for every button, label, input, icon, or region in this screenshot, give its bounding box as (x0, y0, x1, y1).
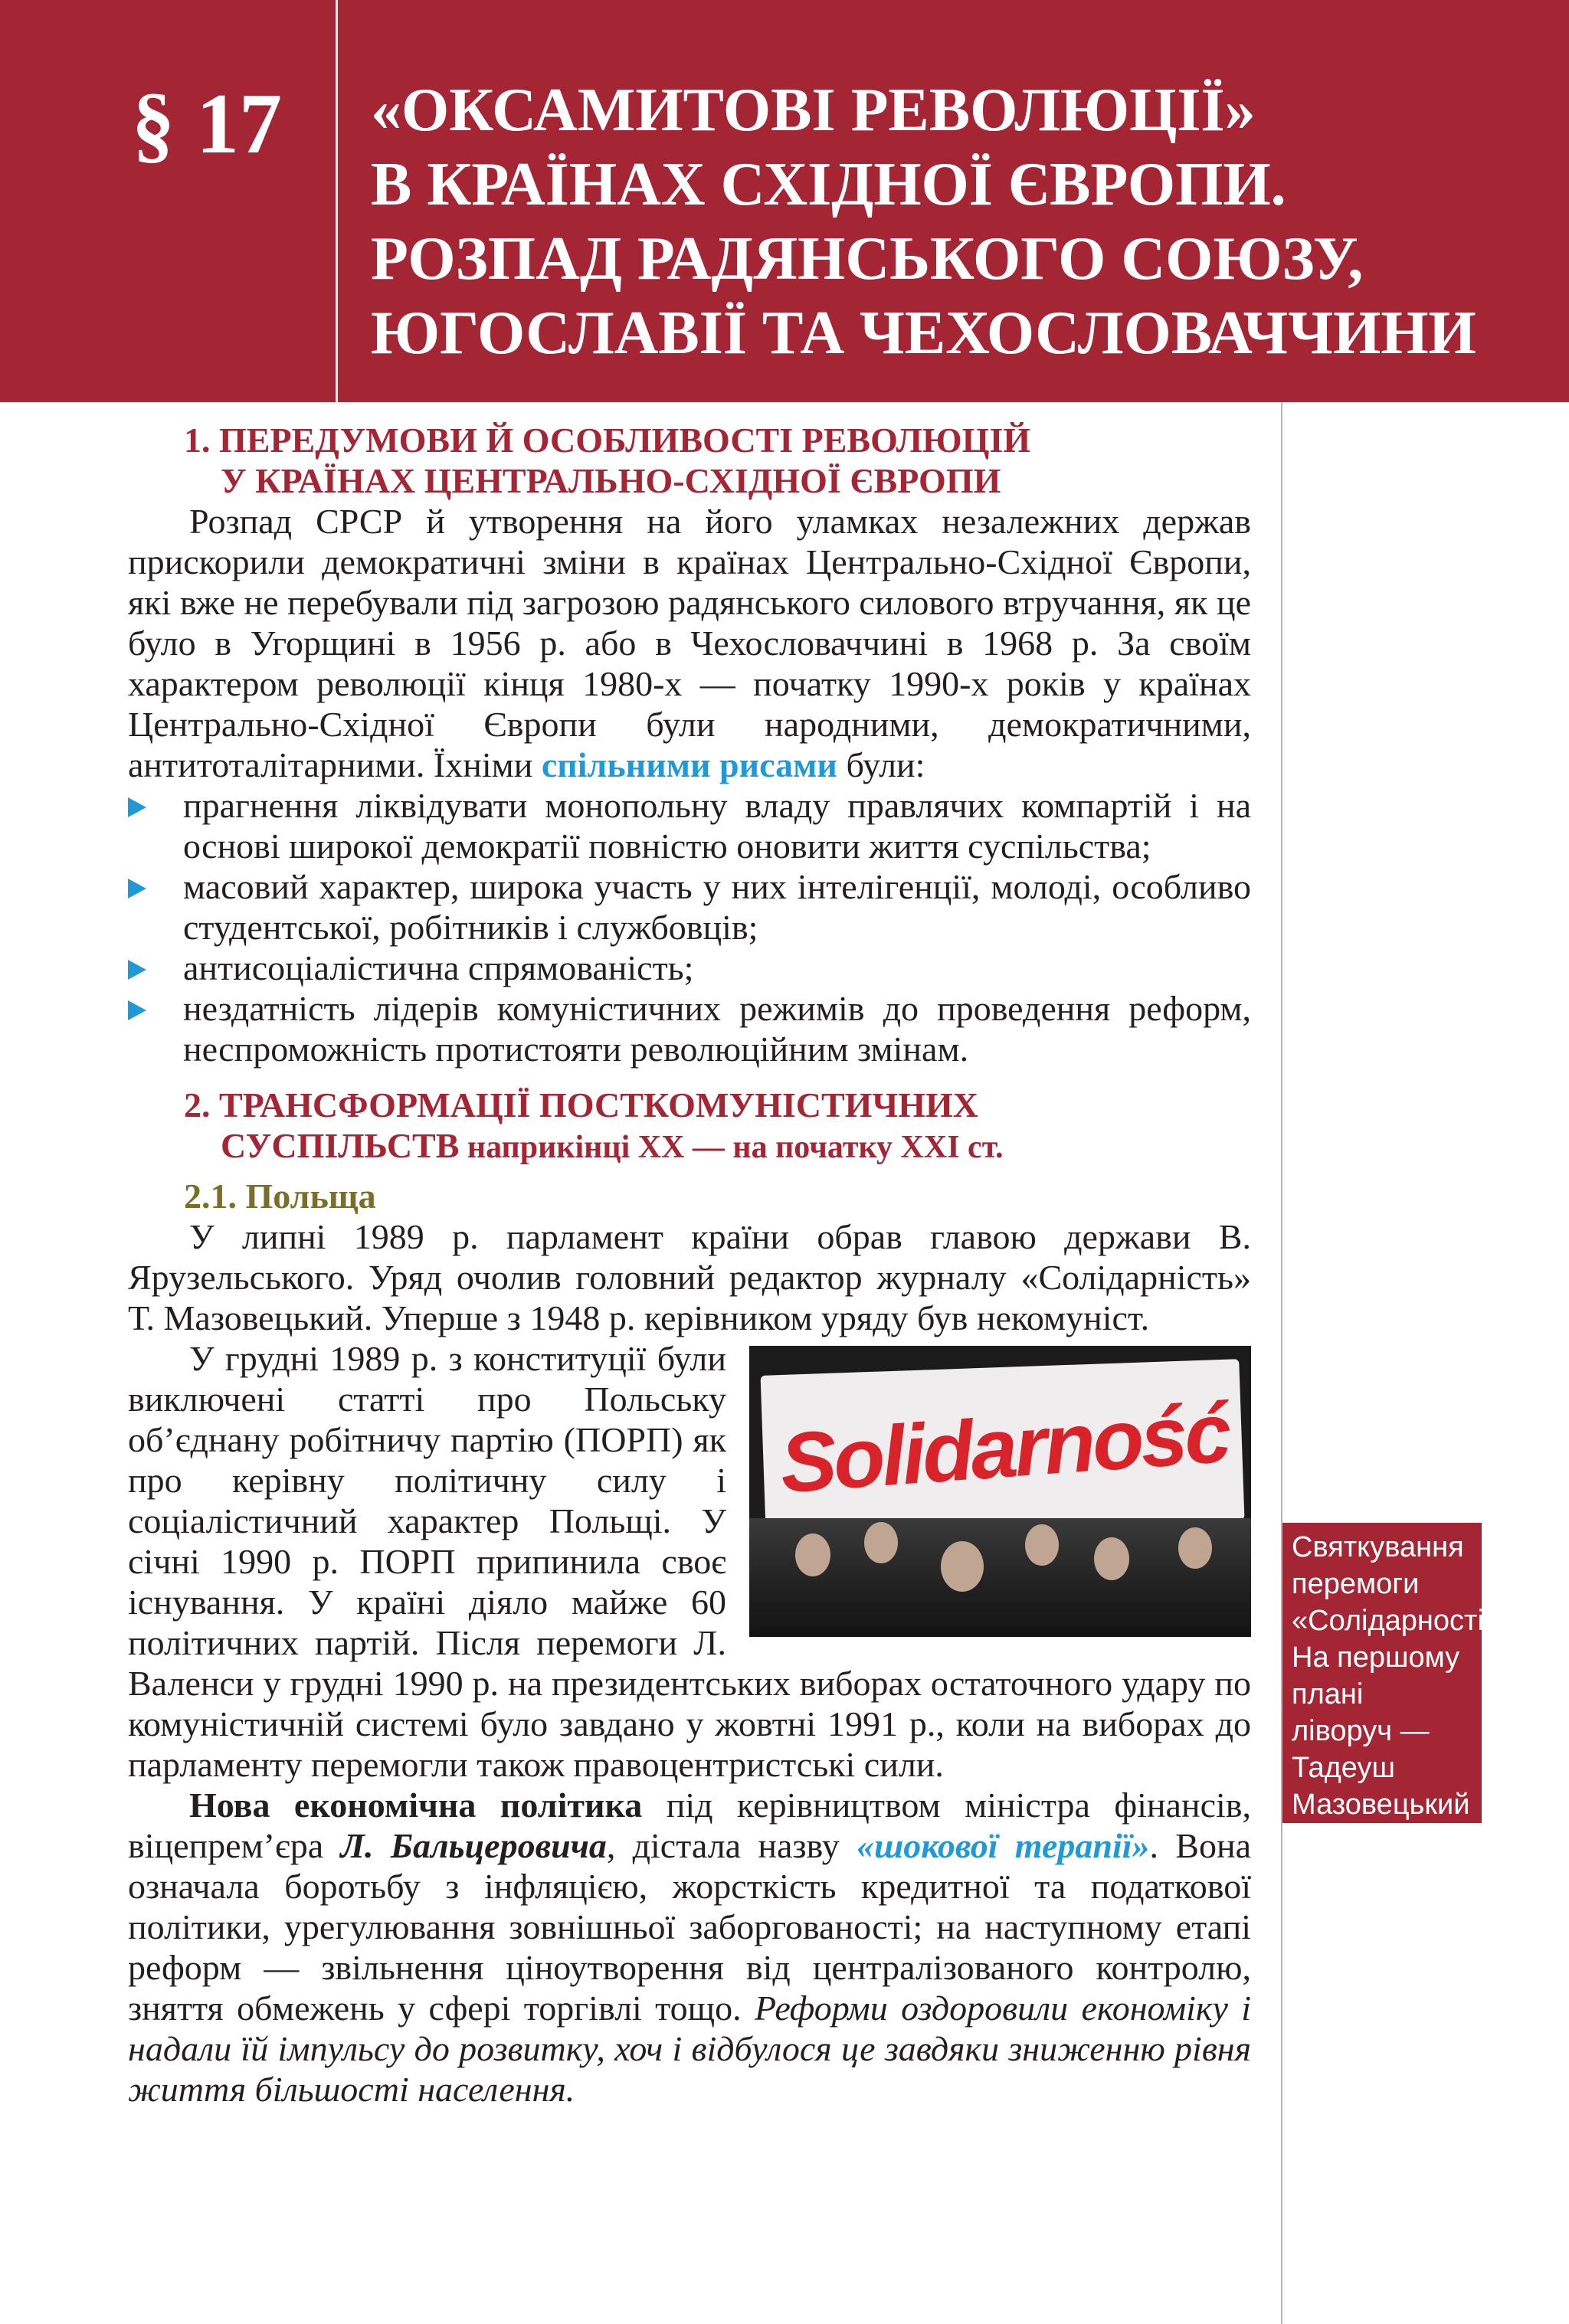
arrow-bullet-icon (128, 960, 146, 980)
list-item-text: нездатність лідерів комуністичних режимів до проведення реформ, неспроможність протистояти революційним змінам. (183, 989, 1251, 1069)
wrapped-text-block (128, 1338, 1251, 1785)
title-line: РОЗПАД РАДЯНСЬКОГО СОЮЗУ, (371, 225, 1364, 293)
chapter-header (0, 0, 1569, 402)
margin-divider (1281, 402, 1282, 2324)
caption-line: плані (1292, 1678, 1364, 1710)
list-item (128, 988, 1251, 1069)
list-item-text: масовий характер, широка участь у них інтелігенції, молоді, особливо студентської, робітників і службовців; (183, 867, 1251, 947)
highlight-term: спільними рисами (541, 745, 837, 784)
section2-paragraph (128, 1785, 1251, 2110)
caption-line: «Солідарності». (1292, 1605, 1508, 1637)
banner-text: Solidarność (777, 1385, 1232, 1511)
paragraph-text: під керівництвом міністра фінансів, віцепрем’єра (128, 1786, 1251, 1865)
arrow-bullet-icon (128, 797, 146, 817)
header-divider (336, 0, 338, 402)
title-line: «ОКСАМИТОВІ РЕВОЛЮЦІЇ» (371, 77, 1256, 144)
caption-line: На першому (1292, 1642, 1460, 1674)
caption-line: перемоги (1292, 1568, 1420, 1600)
section2-paragraph: У липні 1989 р. парламент країни обрав главою держави В. Ярузельського. Уряд очолив головний редактор журналу «Солідарність» Т. Мазовецький. Уперше з 1948 р. керівником уряду був некомуніст. (128, 1217, 1251, 1337)
list-item (128, 948, 1251, 988)
list-item-text: антисоціалістична спрямованість; (183, 948, 694, 987)
photo-figure (1025, 1524, 1059, 1566)
caption-line: Мазовецький (1292, 1789, 1470, 1821)
title-line: ЮГОСЛАВІЇ ТА ЧЕХОСЛОВАЧЧИНИ (371, 300, 1476, 367)
heading-line: 1. ПЕРЕДУМОВИ Й ОСОБЛИВОСТІ РЕВОЛЮЦІЙ (184, 421, 1031, 460)
arrow-bullet-icon (128, 1000, 146, 1020)
heading-line: У КРАЇНАХ ЦЕНТРАЛЬНО-СХІДНОЇ ЄВРОПИ (221, 461, 1001, 500)
caption-line: ліворуч — (1292, 1715, 1430, 1747)
photo-caption (1282, 1523, 1508, 1823)
heading-line-rest: наприкінці XX — на початку XXI ст. (459, 1130, 1004, 1165)
section2-heading (128, 1085, 1251, 1168)
photo-figure (864, 1522, 898, 1563)
section2-paragraph: У грудні 1989 р. з конституції були виключені статті про Польську об’єднану робітничу партію (ПОРП) як про керівну політичну силу і соціалістичний характер Польщі. У січні 1990 р. ПОРП припинила своє існування. У країні діяло майже 60 політичних партій. Після перемоги Л. Валенси у грудні 1990 р. на президентських виборах остаточного удару по комуністичній системі було завдано у жовтні 1991 р., коли на виборах до парламенту перемогли також правоцентристські сили. (128, 1339, 1251, 1784)
main-content (128, 420, 1251, 2110)
photo-figure (941, 1541, 984, 1592)
photo-figure (795, 1534, 830, 1576)
highlight-term: «шокової терапії» (856, 1826, 1150, 1865)
caption-line: Тадеуш (1292, 1752, 1396, 1784)
heading-line: СУСПІЛЬСТВ (221, 1126, 460, 1165)
section1-paragraph (128, 501, 1251, 785)
title-line: В КРАЇНАХ СХІДНОЇ ЄВРОПИ. (371, 151, 1286, 218)
solidarity-photo (749, 1346, 1251, 1637)
photo-crowd (749, 1518, 1251, 1637)
caption-line: Святкування (1292, 1531, 1464, 1563)
photo-figure (1178, 1527, 1212, 1569)
subsection-heading: 2.1. Польща (184, 1177, 376, 1216)
paragraph-text: були: (837, 745, 925, 784)
section-number: § 17 (132, 77, 282, 172)
section1-heading (128, 420, 1251, 501)
list-item (128, 785, 1251, 866)
arrow-bullet-icon (128, 879, 146, 899)
paragraph-text: , дістала назву (606, 1826, 857, 1865)
person-name: Л. Бальцеровича (340, 1826, 607, 1865)
paragraph-text: . Вона означала боротьбу з інфляцією, жорсткість кредитної та податкової політики, урегулювання зовнішньої заборгованості; на наступному етапі реформ — звільнення ціноутворення від централізованого контролю, зняття обмежень у сфері торгівлі тощо. (128, 1826, 1252, 2028)
paragraph-text: Розпад СРСР й утворення на його уламках незалежних держав прискорили демократичні зміни в країнах Центрально-Східної Європи, які вже не перебували під загрозою радянського силового втручання, як це було в Угорщині в 1956 р. або в Чехословаччині в 1968 р. За своїм характером революції кінця 1980-х — початку 1990-х років у країнах Центрально-Східної Європи були народними, демократичними, антитоталітарними. Їхніми (128, 502, 1251, 784)
bold-term: Нова економічна політика (189, 1786, 643, 1825)
photo-figure (1094, 1537, 1129, 1580)
page-title (371, 74, 1535, 371)
italic-conclusion: Реформи оздоровили економіку і надали їй імпульсу до розвитку, хоч і відбулося це завдяки зниженню рівня життя більшості населення. (128, 1988, 1251, 2109)
list-item (128, 866, 1251, 948)
heading-line: 2. ТРАНСФОРМАЦІЇ ПОСТКОМУНІСТИЧНИХ (184, 1085, 978, 1124)
list-item-text: прагнення ліквідувати монопольну владу правлячих компартій і на основі широкої демократії повністю оновити життя суспільства; (183, 786, 1251, 866)
